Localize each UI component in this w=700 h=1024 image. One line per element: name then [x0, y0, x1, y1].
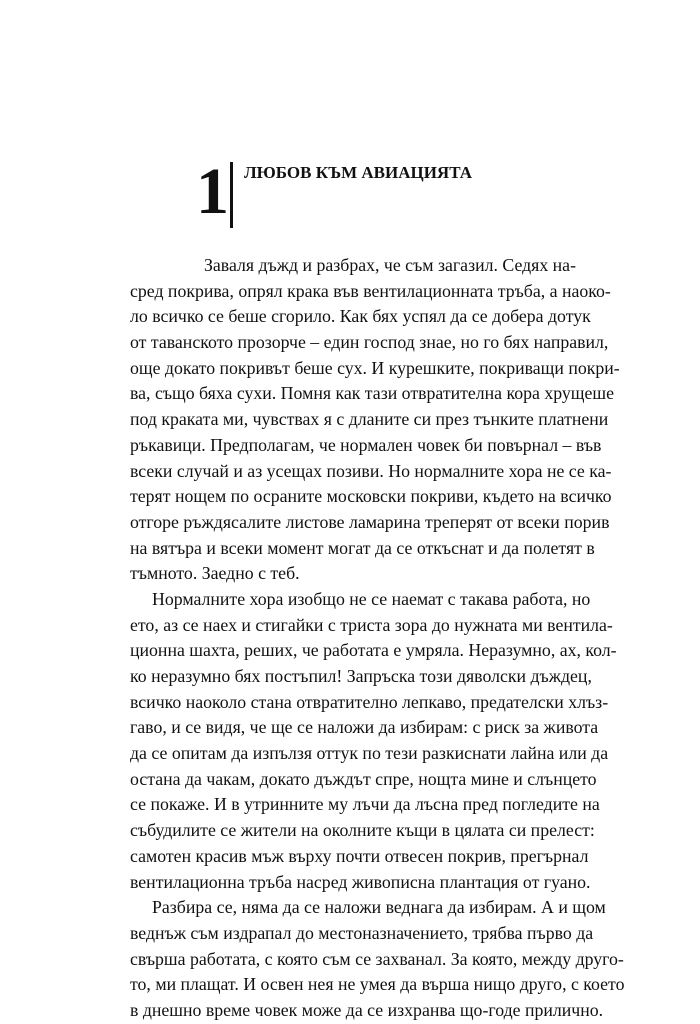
text-line: Нормалните хора изобщо не се наемат с такава работа, но [152, 588, 591, 609]
text-line: на вятъра и всеки момент могат да се откъснат и да полетят в [130, 537, 595, 558]
text-line: ва, също бяха сухи. Помня как тази отвратителна кора хрущеше [130, 383, 614, 404]
text-line: вентилационна тръба насред живописна плантация от гуано. [130, 871, 591, 892]
chapter-body-text [130, 253, 625, 1024]
chapter-divider [230, 162, 233, 228]
text-line: ето, аз се наех и стигайки с триста зора до нужната ми вентила- [130, 614, 613, 635]
text-line: остана да чакам, докато дъждът спре, нощта мине и слънцето [130, 768, 597, 789]
text-line: свърша работата, с която съм се захванал. За която, между друго- [130, 948, 624, 969]
text-line: да се опитам да изпълзя оттук по тези разкиснати лайна или да [130, 743, 609, 764]
text-line: гаво, и се видя, че ще се наложи да избирам: с риск за живота [130, 717, 599, 738]
text-line: ционна шахта, реших, че работата е умряла. Неразумно, ах, кол- [130, 640, 617, 661]
text-line: Заваля дъжд и разбрах, че съм загазил. Седях на- [204, 255, 576, 275]
text-line: ко неразумно бях постъпил! Запръска този дяволски дъждец, [130, 666, 592, 686]
text-line: то, ми плащат. И освен нея не умея да върша нищо друго, с което [130, 974, 625, 995]
text-line: отгоре ръждясалите листове ламарина треперят от всеки порив [130, 511, 610, 532]
paragraph [130, 895, 625, 1023]
text-line: терят нощем по осраните московски покриви, където на всичко [130, 486, 612, 507]
text-line: ло всичко се беше сгорило. Как бях успял да се добера дотук [130, 306, 591, 327]
text-line: тъмното. Заедно с теб. [130, 563, 300, 584]
text-line: под краката ми, чувствах я с дланите си през тънките платнени [130, 409, 609, 430]
chapter-title: ЛЮБОВ КЪМ АВИАЦИЯТА [244, 163, 472, 182]
chapter-number: 1 [196, 155, 229, 228]
text-line: събудилите се жители на околните къщи в цялата си прелест: [130, 820, 595, 841]
paragraph [130, 587, 617, 895]
text-line: сред покрива, опрял крака във вентилационната тръба, а наоко- [130, 280, 611, 301]
text-line: всеки случай и аз усещах позиви. Но нормалните хора не се ка- [130, 460, 612, 481]
text-line: от таванското прозорче – един господ знае, но го бях направил, [130, 332, 609, 353]
text-line: още докато покривът беше сух. И курешките, покриващи покри- [130, 357, 620, 378]
text-line: ръкавици. Предполагам, че нормален човек би повърнал – във [130, 434, 602, 455]
text-line: в днешно време човек може да се изхранва що-годе прилично. [130, 999, 604, 1020]
text-line: самотен красив мъж върху почти отвесен покрив, прегърнал [130, 845, 589, 866]
text-line: всичко наоколо стана отвратително лепкаво, предателски хлъз- [130, 691, 609, 712]
text-line: се покаже. И в утринните му лъчи да лъсна пред погледите на [130, 794, 600, 815]
text-line: Разбира се, няма да се наложи веднага да избирам. А и щом [152, 897, 606, 918]
paragraph [130, 253, 620, 587]
text-line: веднъж съм издрапал до местоназначението, трябва първо да [130, 922, 594, 943]
